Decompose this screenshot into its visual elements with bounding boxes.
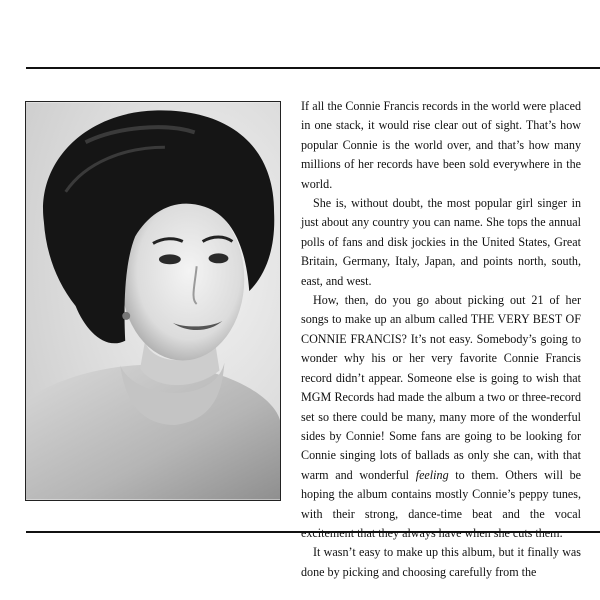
paragraph-2: She is, without doubt, the most popular girl singer in just about any country you can name. She tops the annual polls of fans and disk jockies in the United States, Great Britain, Germany, Italy, Japan, and points north, south, east, and west. [301,196,581,288]
paragraph-4: It wasn’t easy to make up this album, but it finally was done by picking and choosing carefully from the [301,545,581,579]
paragraph-3-emphasis: feeling [415,467,449,482]
paragraph-3-lead: How, then, do you go about picking out 21 of her songs to make up an album called THE VERY BEST OF CONNIE FRANCIS? It’s not easy. Somebody’s going to wonder why his or her very favorite Connie Francis record didn’t appear. Someone else is going to wish that MGM Records had made the album a two or three-record set so there could be many, many more of the wonderful sides by Connie! Some fans are going to be looking for Connie singing lots of ballads as only she can, with that warm and wonderful [301,293,581,482]
paragraph-3-tail: to them. Others will be hoping the album contains mostly Connie’s peppy tunes, with their strong, dance-time beat and the vocal [301,467,582,521]
article-text [301,97,581,582]
paragraph-1: If all the Connie Francis records in the world were placed in one stack, it would rise clear out of sight. That’s how popular Connie is the world over, and that’s how many millions of her records have been sold everywhere in the world. [301,99,581,191]
top-rule [26,67,600,69]
bottom-rule [26,531,600,533]
portrait-illustration [26,102,280,500]
paragraph-3 [301,291,581,543]
portrait-photo [25,101,281,501]
